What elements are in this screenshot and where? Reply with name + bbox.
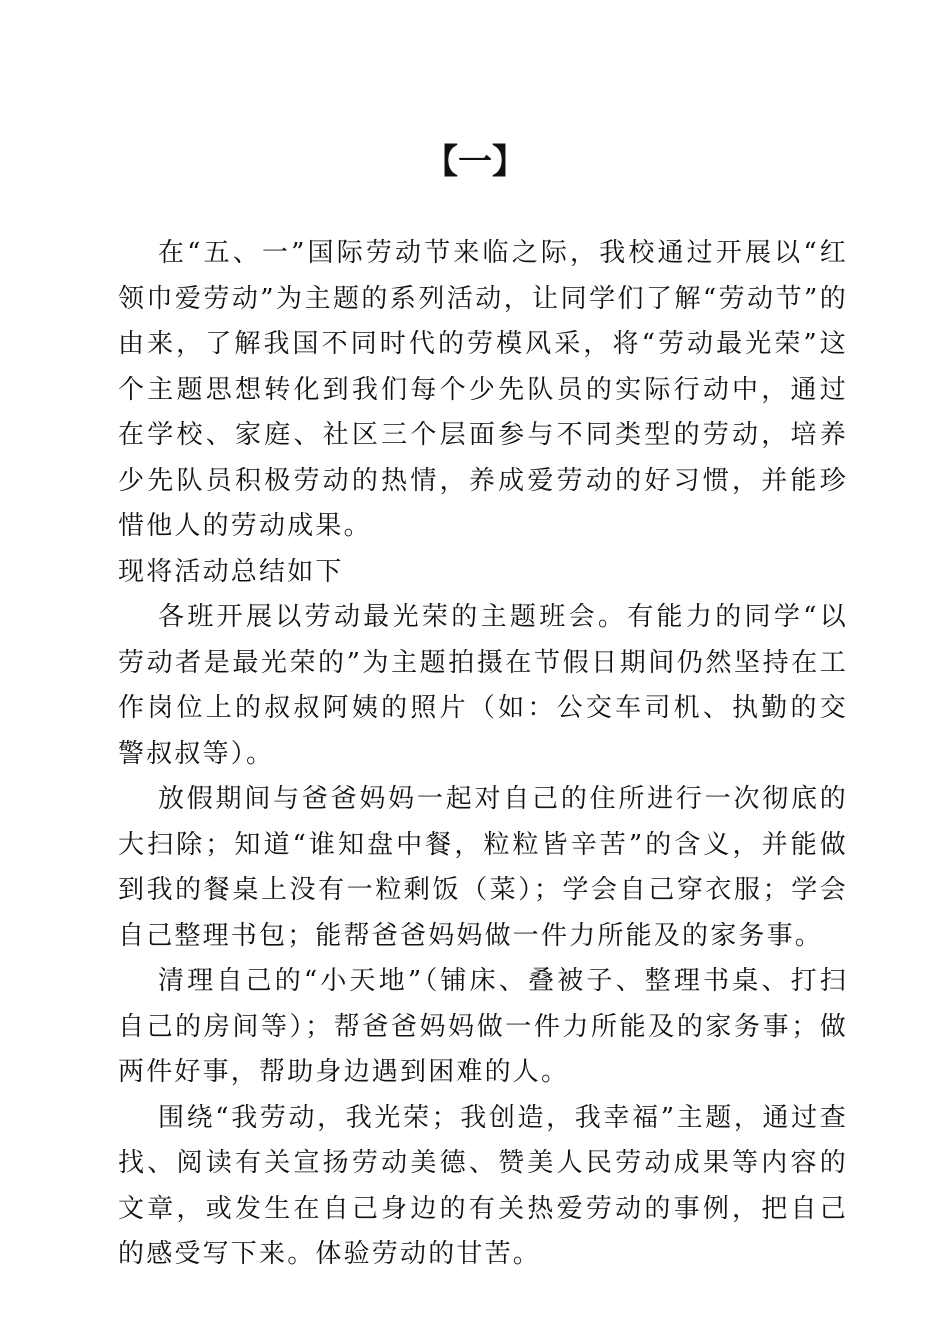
- paragraph-holiday-cleaning: 放假期间与爸爸妈妈一起对自己的住所进行一次彻底的大扫除；知道“谁知盘中餐，粒粒皆辛苦”的含义，并能做到我的餐桌上没有一粒剩饭（菜）；学会自己穿衣服；学会自己整理书包；能帮爸爸妈妈做一件力所能及的家务事。: [118, 784, 848, 951]
- paragraph-reading-writing: 围绕“我劳动，我光荣；我创造，我幸福”主题，通过查找、阅读有关宣扬劳动美德、赞美人民劳动成果等内容的文章，或发生在自己身边的有关热爱劳动的事例，把自己的感受写下来。体验劳动的甘苦。: [118, 1102, 848, 1269]
- document-title: 【一】: [424, 142, 526, 182]
- paragraph-summary-lead: 现将活动总结如下: [118, 556, 344, 587]
- document-body: [118, 231, 848, 1278]
- paragraph-tidy-room: 清理自己的“小天地”（铺床、叠被子、整理书桌、打扫自己的房间等）；帮爸爸妈妈做一件力所能及的家务事；做两件好事，帮助身边遇到困难的人。: [118, 966, 848, 1087]
- paragraph-class-meeting: 各班开展以劳动最光荣的主题班会。有能力的同学“以劳动者是最光荣的”为主题拍摄在节假日期间仍然坚持在工作岗位上的叔叔阿姨的照片（如：公交车司机、执勤的交警叔叔等）。: [118, 602, 848, 769]
- paragraph-intro: 在“五、一”国际劳动节来临之际，我校通过开展以“红领巾爱劳动”为主题的系列活动，让同学们了解“劳动节”的由来，了解我国不同时代的劳模风采，将“劳动最光荣”这个主题思想转化到我们每个少先队员的实际行动中，通过在学校、家庭、社区三个层面参与不同类型的劳动，培养少先队员积极劳动的热情，养成爱劳动的好习惯，并能珍惜他人的劳动成果。: [118, 238, 848, 541]
